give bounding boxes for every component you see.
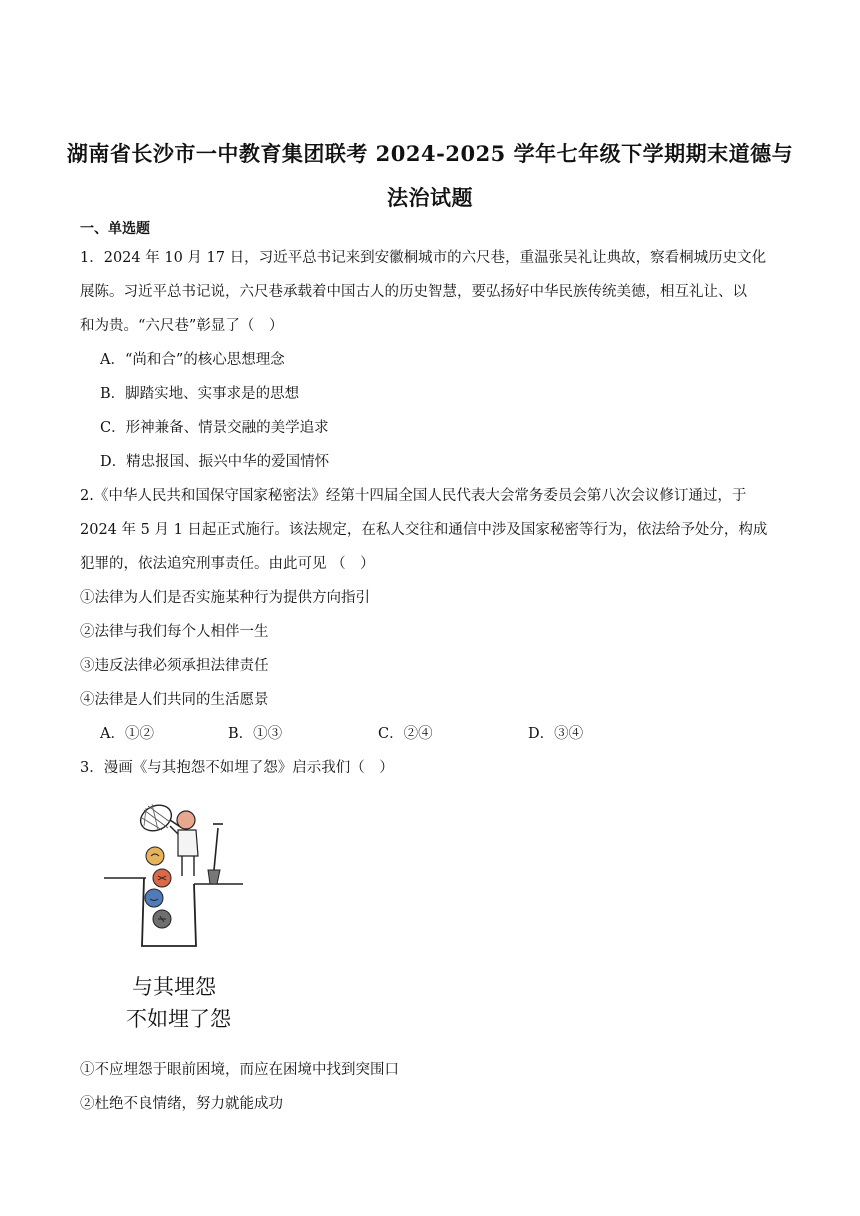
- document-title-line-2: 法治试题: [387, 185, 473, 210]
- q1-option-b: B．脚踏实地、实事求是的思想: [100, 386, 300, 402]
- q2-statement-4: ④法律是人们共同的生活愿景: [80, 692, 269, 708]
- q1-stem-line-3: 和为贵。“六尺巷”彰显了（ ）: [80, 318, 284, 334]
- section-heading: 一、单选题: [80, 221, 150, 237]
- cartoon-illustration: [98, 798, 248, 1038]
- q2-stem-line-3: 犯罪的，依法追究刑事责任。由此可见 （ ）: [80, 556, 375, 572]
- document-title-line-1: 湖南省长沙市一中教育集团联考 2024-2025 学年七年级下学期期末道德与: [66, 141, 794, 166]
- q2-option-c: C．②④: [378, 726, 433, 742]
- q2-statement-2: ②法律与我们每个人相伴一生: [80, 624, 269, 640]
- q2-stem-line-1: 2.《中华人民共和国保守国家秘密法》经第十四届全国人民代表大会常务委员会第八次会议修订通过，于: [80, 488, 747, 504]
- q2-option-d: D．③④: [528, 726, 584, 742]
- q1-option-a: A．“尚和合”的核心思想理念: [100, 352, 285, 368]
- cartoon-caption-line-2: 不如埋了怨: [126, 1007, 231, 1031]
- q1-stem-line-2: 展陈。习近平总书记说，六尺巷承载着中国古人的历史智慧，要弘扬好中华民族传统美德，相互礼让、以: [80, 284, 747, 300]
- q2-stem-line-2: 2024 年 5 月 1 日起正式施行。该法规定，在私人交往和通信中涉及国家秘密等行为，依法给予处分，构成: [80, 522, 768, 538]
- q1-option-d: D．精忠报国、振兴中华的爱国情怀: [100, 454, 330, 470]
- q2-option-a: A．①②: [100, 726, 154, 742]
- q3-statement-1: ①不应埋怨于眼前困境，而应在困境中找到突围口: [80, 1062, 399, 1078]
- q2-statement-1: ①法律为人们是否实施某种行为提供方向指引: [80, 590, 370, 606]
- cartoon-caption-line-1: 与其埋怨: [132, 975, 216, 999]
- q2-option-b: B．①③: [228, 726, 283, 742]
- q1-option-c: C．形神兼备、情景交融的美学追求: [100, 420, 329, 436]
- q3-stem: 3．漫画《与其抱怨不如埋了怨》启示我们（ ）: [80, 760, 394, 776]
- q1-stem-line-1: 1．2024 年 10 月 17 日，习近平总书记来到安徽桐城市的六尺巷，重温张吴礼让典故，察看桐城历史文化: [80, 250, 767, 266]
- q2-statement-3: ③违反法律必须承担法律责任: [80, 658, 269, 674]
- q3-statement-2: ②杜绝不良情绪，努力就能成功: [80, 1096, 283, 1112]
